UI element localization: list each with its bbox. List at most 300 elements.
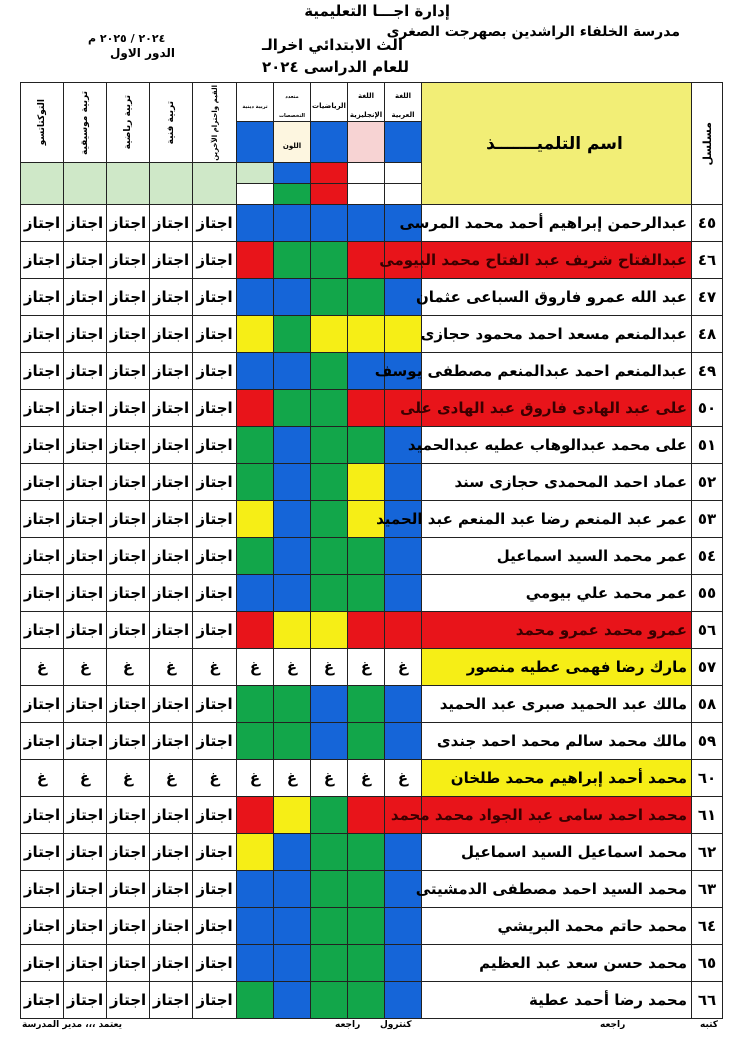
- student-name-cell: محمد احمد سامى عبد الجواد محمد محمد: [422, 797, 692, 834]
- grade-color-cell: [348, 871, 385, 908]
- grade-color-cell: [385, 686, 422, 723]
- grade-color-cell: غ: [237, 649, 274, 686]
- student-name-cell: مارك رضا فهمى عطيه منصور: [422, 649, 692, 686]
- activity-result-cell: اجتاز: [193, 242, 237, 279]
- subject-religion-header: تربية دينية: [237, 83, 274, 122]
- activity-result-cell: اجتاز: [193, 390, 237, 427]
- activity-result-cell: اجتاز: [107, 834, 150, 871]
- activity-result-cell: اجتاز: [64, 205, 107, 242]
- grade-color-cell: [237, 205, 274, 242]
- activity-result-cell: اجتاز: [64, 353, 107, 390]
- grade-color-cell: [237, 538, 274, 575]
- serial-cell: ٥٧: [692, 649, 723, 686]
- grade-color-cell: [348, 279, 385, 316]
- serial-cell: ٦٥: [692, 945, 723, 982]
- student-name-cell: عبدالمنعم مسعد احمد محمود حجازى: [422, 316, 692, 353]
- grade-color-cell: [237, 945, 274, 982]
- activity-result-cell: اجتاز: [150, 538, 193, 575]
- serial-cell: ٤٩: [692, 353, 723, 390]
- activity-result-cell: اجتاز: [107, 908, 150, 945]
- grade-color-cell: غ: [237, 760, 274, 797]
- activity-result-cell: اجتاز: [107, 464, 150, 501]
- footer-approve: يعتمد ،،، مدير المدرسة: [22, 1020, 122, 1030]
- student-name-cell: عبدالفتاح شريف عبد الفتاح محمد البيومى: [422, 242, 692, 279]
- grade-color-cell: [274, 908, 311, 945]
- activity-result-cell: اجتاز: [21, 686, 64, 723]
- activity-result-cell: اجتاز: [150, 427, 193, 464]
- grade-color-cell: [311, 316, 348, 353]
- activity-result-cell: غ: [64, 760, 107, 797]
- activity-result-cell: اجتاز: [150, 982, 193, 1019]
- student-row: [21, 575, 723, 612]
- grade-color-cell: غ: [385, 649, 422, 686]
- grade-color-cell: غ: [311, 760, 348, 797]
- footer-reviewed: راجعه: [600, 1020, 626, 1030]
- activity-result-cell: اجتاز: [107, 501, 150, 538]
- grade-color-cell: [274, 316, 311, 353]
- activity-result-cell: اجتاز: [193, 834, 237, 871]
- activity-result-cell: اجتاز: [107, 427, 150, 464]
- grade-color-cell: [311, 353, 348, 390]
- grade-color-cell: [237, 834, 274, 871]
- student-name-cell: عمرو محمد عمرو محمد: [422, 612, 692, 649]
- student-row: [21, 834, 723, 871]
- student-row: [21, 797, 723, 834]
- serial-cell: ٦١: [692, 797, 723, 834]
- activity-result-cell: اجتاز: [193, 686, 237, 723]
- activity-result-cell: اجتاز: [150, 316, 193, 353]
- student-name-cell: محمد حسن سعد عبد العظيم: [422, 945, 692, 982]
- serial-cell: ٥٠: [692, 390, 723, 427]
- activity-result-cell: اجتاز: [150, 575, 193, 612]
- activity-result-cell: اجتاز: [21, 501, 64, 538]
- grade-color-cell: [274, 834, 311, 871]
- student-row: [21, 242, 723, 279]
- student-name-header: اسم التلميـــــــذ: [422, 83, 692, 205]
- student-row: [21, 205, 723, 242]
- activity-result-cell: اجتاز: [193, 797, 237, 834]
- subject-math-header: الرياضيات: [311, 83, 348, 122]
- serial-cell: ٥٤: [692, 538, 723, 575]
- student-name-cell: مالك عبد الحميد صبرى عبد الحميد: [422, 686, 692, 723]
- activity-result-cell: اجتاز: [64, 390, 107, 427]
- grade-color-cell: [274, 871, 311, 908]
- activity-sports-header: تربية رياضية: [107, 83, 150, 163]
- activity-result-cell: اجتاز: [21, 427, 64, 464]
- legend-cell: [107, 163, 150, 205]
- activity-result-cell: اجتاز: [21, 797, 64, 834]
- activity-result-cell: اجتاز: [21, 834, 64, 871]
- grade-color-cell: [311, 612, 348, 649]
- grade-color-cell: [311, 686, 348, 723]
- grade-color-cell: [237, 353, 274, 390]
- activity-result-cell: اجتاز: [150, 723, 193, 760]
- activity-result-cell: اجتاز: [107, 205, 150, 242]
- grade-color-cell: [348, 908, 385, 945]
- grade-color-cell: [385, 464, 422, 501]
- grade-title: الث الابتدائي اخرالـ: [262, 36, 403, 54]
- activity-result-cell: اجتاز: [107, 538, 150, 575]
- grade-color-cell: [348, 316, 385, 353]
- activity-result-cell: غ: [21, 649, 64, 686]
- serial-cell: ٥٥: [692, 575, 723, 612]
- activity-result-cell: اجتاز: [193, 501, 237, 538]
- grade-color-cell: [385, 908, 422, 945]
- activity-result-cell: اجتاز: [150, 353, 193, 390]
- activity-result-cell: غ: [193, 649, 237, 686]
- student-row: [21, 612, 723, 649]
- activity-result-cell: اجتاز: [64, 612, 107, 649]
- grade-color-cell: [311, 945, 348, 982]
- grade-color-cell: [237, 871, 274, 908]
- year-title: للعام الدراسى ٢٠٢٤: [262, 58, 410, 76]
- activity-result-cell: اجتاز: [193, 279, 237, 316]
- grade-color-cell: [237, 723, 274, 760]
- legend-cell: [237, 122, 274, 163]
- student-row: [21, 501, 723, 538]
- grade-color-cell: [348, 205, 385, 242]
- serial-cell: ٦٢: [692, 834, 723, 871]
- student-name-cell: محمد السيد احمد مصطفى الدمشيتى: [422, 871, 692, 908]
- student-row: [21, 464, 723, 501]
- activity-result-cell: اجتاز: [64, 279, 107, 316]
- student-name-cell: عماد احمد المحمدى حجازى سند: [422, 464, 692, 501]
- serial-cell: ٥٣: [692, 501, 723, 538]
- legend-cell: [21, 163, 64, 205]
- student-name-cell: عبدالرحمن إبراهيم أحمد محمد المرسى: [422, 205, 692, 242]
- grade-color-cell: [237, 797, 274, 834]
- activity-result-cell: اجتاز: [193, 205, 237, 242]
- grade-color-cell: [348, 982, 385, 1019]
- legend-cell: [237, 163, 274, 205]
- grade-color-cell: [237, 279, 274, 316]
- report-date: ٢٠٢٤ / ٢٠٢٥ م: [88, 32, 166, 45]
- grade-color-cell: [348, 797, 385, 834]
- student-row: [21, 279, 723, 316]
- results-table: [20, 82, 723, 1019]
- grade-color-cell: [274, 242, 311, 279]
- activity-result-cell: اجتاز: [64, 686, 107, 723]
- student-name-cell: على محمد عبدالوهاب عطيه عبدالحميد: [422, 427, 692, 464]
- student-row: [21, 649, 723, 686]
- activity-result-cell: غ: [64, 649, 107, 686]
- student-name-cell: محمد حاتم محمد البريشي: [422, 908, 692, 945]
- grade-color-cell: [274, 612, 311, 649]
- activity-result-cell: اجتاز: [64, 945, 107, 982]
- footer-reviewed-2: راجعه: [335, 1020, 361, 1030]
- grade-color-cell: [311, 871, 348, 908]
- grade-color-cell: [311, 279, 348, 316]
- activity-result-cell: اجتاز: [193, 723, 237, 760]
- activity-result-cell: اجتاز: [150, 205, 193, 242]
- activity-result-cell: غ: [107, 649, 150, 686]
- serial-cell: ٤٧: [692, 279, 723, 316]
- serial-cell: ٤٦: [692, 242, 723, 279]
- activity-art-header: تربية فنية: [150, 83, 193, 163]
- grade-color-cell: [274, 723, 311, 760]
- activity-result-cell: اجتاز: [21, 316, 64, 353]
- subject-multi-header: متعدد التخصصات: [274, 83, 311, 122]
- grade-color-cell: [311, 242, 348, 279]
- student-row: [21, 686, 723, 723]
- activity-result-cell: اجتاز: [193, 538, 237, 575]
- activity-result-cell: اجتاز: [64, 723, 107, 760]
- grade-color-cell: [311, 205, 348, 242]
- student-name-cell: عمر محمد علي بيومي: [422, 575, 692, 612]
- student-row: [21, 871, 723, 908]
- legend-cell: [311, 163, 348, 205]
- activity-result-cell: اجتاز: [21, 390, 64, 427]
- grade-color-cell: [385, 982, 422, 1019]
- activity-result-cell: اجتاز: [107, 945, 150, 982]
- footer-control: كنترول: [380, 1020, 412, 1030]
- grade-color-cell: [274, 538, 311, 575]
- grade-color-cell: [237, 501, 274, 538]
- grade-color-cell: [348, 427, 385, 464]
- legend-cell: [64, 163, 107, 205]
- subject-arabic-header: اللغة العربية: [385, 83, 422, 122]
- activity-result-cell: اجتاز: [21, 205, 64, 242]
- student-row: [21, 316, 723, 353]
- activity-result-cell: اجتاز: [107, 797, 150, 834]
- activity-result-cell: اجتاز: [21, 353, 64, 390]
- activity-result-cell: اجتاز: [150, 279, 193, 316]
- grade-color-cell: [385, 575, 422, 612]
- grade-color-cell: [348, 390, 385, 427]
- activity-result-cell: غ: [150, 760, 193, 797]
- grade-color-cell: [385, 538, 422, 575]
- grade-color-cell: [237, 316, 274, 353]
- activity-result-cell: اجتاز: [107, 723, 150, 760]
- grade-color-cell: [385, 612, 422, 649]
- student-row: [21, 908, 723, 945]
- activity-result-cell: اجتاز: [107, 242, 150, 279]
- activity-result-cell: غ: [21, 760, 64, 797]
- activity-result-cell: اجتاز: [64, 871, 107, 908]
- subject-english-header: اللغة الإنجليزية: [348, 83, 385, 122]
- activity-result-cell: اجتاز: [193, 316, 237, 353]
- serial-cell: ٤٨: [692, 316, 723, 353]
- grade-color-cell: [237, 982, 274, 1019]
- activity-result-cell: اجتاز: [64, 834, 107, 871]
- grade-color-cell: [274, 797, 311, 834]
- activity-result-cell: اجتاز: [150, 464, 193, 501]
- serial-cell: ٦٤: [692, 908, 723, 945]
- grade-color-cell: غ: [274, 760, 311, 797]
- grade-color-cell: [311, 982, 348, 1019]
- grade-color-cell: [274, 501, 311, 538]
- grade-color-cell: [311, 390, 348, 427]
- activity-result-cell: اجتاز: [21, 612, 64, 649]
- serial-cell: ٥١: [692, 427, 723, 464]
- activity-result-cell: اجتاز: [21, 982, 64, 1019]
- activity-result-cell: اجتاز: [107, 279, 150, 316]
- grade-color-cell: [274, 686, 311, 723]
- activity-result-cell: اجتاز: [150, 945, 193, 982]
- activity-result-cell: اجتاز: [150, 871, 193, 908]
- activity-music-header: تربية موسيقية: [64, 83, 107, 163]
- activity-result-cell: اجتاز: [107, 316, 150, 353]
- activity-result-cell: اجتاز: [150, 612, 193, 649]
- grade-color-cell: [274, 353, 311, 390]
- legend-cell: [348, 163, 385, 205]
- grade-color-cell: [385, 834, 422, 871]
- grade-color-cell: [274, 390, 311, 427]
- student-row: [21, 982, 723, 1019]
- legend-cell: [150, 163, 193, 205]
- activity-result-cell: اجتاز: [150, 390, 193, 427]
- grade-color-cell: [311, 464, 348, 501]
- student-name-cell: مالك محمد سالم محمد احمد جندى: [422, 723, 692, 760]
- student-row: [21, 353, 723, 390]
- activity-result-cell: اجتاز: [64, 797, 107, 834]
- legend-cell: [348, 122, 385, 163]
- grade-color-cell: غ: [348, 760, 385, 797]
- grade-color-cell: [311, 723, 348, 760]
- activity-values-header: القيم واحترام الآخرين: [193, 83, 237, 163]
- student-name-cell: عمر محمد السيد اسماعيل: [422, 538, 692, 575]
- activity-result-cell: اجتاز: [193, 908, 237, 945]
- serial-cell: ٦٦: [692, 982, 723, 1019]
- student-name-cell: عمر عبد المنعم رضا عبد المنعم عبد الحميد: [422, 501, 692, 538]
- activity-result-cell: اجتاز: [150, 686, 193, 723]
- grade-color-cell: غ: [385, 760, 422, 797]
- activity-result-cell: اجتاز: [21, 538, 64, 575]
- student-name-cell: على عبد الهادى فاروق عبد الهادى على: [422, 390, 692, 427]
- grade-color-cell: [348, 723, 385, 760]
- legend-cell: [193, 163, 237, 205]
- activity-result-cell: اجتاز: [193, 871, 237, 908]
- activity-result-cell: اجتاز: [107, 871, 150, 908]
- grade-color-cell: [348, 686, 385, 723]
- activity-result-cell: اجتاز: [21, 464, 64, 501]
- grade-color-cell: [311, 834, 348, 871]
- exam-round: الدور الاول: [110, 46, 176, 60]
- activity-result-cell: اجتاز: [107, 575, 150, 612]
- grade-color-cell: [311, 427, 348, 464]
- activity-result-cell: اجتاز: [21, 279, 64, 316]
- grade-color-cell: [311, 538, 348, 575]
- grade-color-cell: [237, 242, 274, 279]
- legend-cell: [311, 122, 348, 163]
- activity-result-cell: اجتاز: [64, 242, 107, 279]
- grade-color-cell: [237, 575, 274, 612]
- grade-color-cell: غ: [348, 649, 385, 686]
- grade-color-cell: [274, 205, 311, 242]
- grade-color-cell: [274, 575, 311, 612]
- legend-cell: [274, 163, 311, 205]
- serial-header: مسلسل: [692, 83, 723, 205]
- activity-result-cell: اجتاز: [193, 575, 237, 612]
- activity-result-cell: اجتاز: [107, 390, 150, 427]
- student-row: [21, 723, 723, 760]
- activity-result-cell: اجتاز: [64, 427, 107, 464]
- activity-result-cell: اجتاز: [150, 834, 193, 871]
- grade-color-cell: [311, 501, 348, 538]
- grade-color-cell: [274, 982, 311, 1019]
- grade-color-cell: غ: [274, 649, 311, 686]
- grade-color-cell: [348, 945, 385, 982]
- grade-color-cell: [237, 464, 274, 501]
- grade-color-cell: [311, 575, 348, 612]
- activity-result-cell: اجتاز: [64, 501, 107, 538]
- grade-color-cell: [274, 945, 311, 982]
- activity-result-cell: اجتاز: [64, 575, 107, 612]
- student-name-cell: محمد اسماعيل السيد اسماعيل: [422, 834, 692, 871]
- grade-color-cell: [274, 279, 311, 316]
- grade-color-cell: [348, 575, 385, 612]
- color-label-cell: اللون: [274, 122, 311, 163]
- grade-color-cell: [237, 390, 274, 427]
- activity-result-cell: غ: [193, 760, 237, 797]
- grade-color-cell: [385, 316, 422, 353]
- activity-result-cell: اجتاز: [64, 316, 107, 353]
- activity-result-cell: اجتاز: [150, 797, 193, 834]
- student-row: [21, 390, 723, 427]
- activity-result-cell: اجتاز: [107, 982, 150, 1019]
- activity-result-cell: اجتاز: [107, 353, 150, 390]
- student-row: [21, 945, 723, 982]
- header-row: [21, 83, 723, 122]
- grade-color-cell: [237, 908, 274, 945]
- grade-color-cell: [385, 945, 422, 982]
- activity-result-cell: اجتاز: [193, 464, 237, 501]
- student-row: [21, 427, 723, 464]
- student-name-cell: عبد الله عمرو فاروق السباعى عثمان: [422, 279, 692, 316]
- activity-result-cell: اجتاز: [193, 982, 237, 1019]
- serial-cell: ٤٥: [692, 205, 723, 242]
- activity-result-cell: اجتاز: [193, 353, 237, 390]
- grade-color-cell: [385, 723, 422, 760]
- serial-cell: ٥٢: [692, 464, 723, 501]
- activity-result-cell: اجتاز: [107, 686, 150, 723]
- activity-result-cell: اجتاز: [21, 871, 64, 908]
- student-row: [21, 538, 723, 575]
- activity-result-cell: اجتاز: [193, 945, 237, 982]
- activity-result-cell: اجتاز: [107, 612, 150, 649]
- activity-result-cell: غ: [107, 760, 150, 797]
- student-name-cell: عبدالمنعم احمد عبدالمنعم مصطفى يوسف: [422, 353, 692, 390]
- activity-result-cell: اجتاز: [64, 538, 107, 575]
- activity-result-cell: غ: [150, 649, 193, 686]
- activity-result-cell: اجتاز: [21, 908, 64, 945]
- grade-color-cell: [274, 464, 311, 501]
- activity-result-cell: اجتاز: [21, 723, 64, 760]
- activity-result-cell: اجتاز: [150, 908, 193, 945]
- grade-color-cell: [311, 908, 348, 945]
- activity-result-cell: اجتاز: [21, 945, 64, 982]
- activity-result-cell: اجتاز: [64, 908, 107, 945]
- activity-tokkatsu-header: التوكتاتسو: [21, 83, 64, 163]
- serial-cell: ٦٣: [692, 871, 723, 908]
- activity-result-cell: اجتاز: [21, 242, 64, 279]
- grade-color-cell: [348, 612, 385, 649]
- serial-cell: ٥٨: [692, 686, 723, 723]
- grade-color-cell: غ: [311, 649, 348, 686]
- legend-cell: [385, 163, 422, 205]
- legend-cell: [385, 122, 422, 163]
- serial-cell: ٦٠: [692, 760, 723, 797]
- activity-result-cell: اجتاز: [21, 575, 64, 612]
- grade-color-cell: [237, 427, 274, 464]
- school-name: مدرسة الخلفاء الراشدين بصهرجت الصغرى: [386, 24, 680, 40]
- grade-color-cell: [348, 464, 385, 501]
- grade-color-cell: [348, 834, 385, 871]
- activity-result-cell: اجتاز: [64, 464, 107, 501]
- activity-result-cell: اجتاز: [64, 982, 107, 1019]
- activity-result-cell: اجتاز: [193, 612, 237, 649]
- student-name-cell: محمد رضا أحمد عطية: [422, 982, 692, 1019]
